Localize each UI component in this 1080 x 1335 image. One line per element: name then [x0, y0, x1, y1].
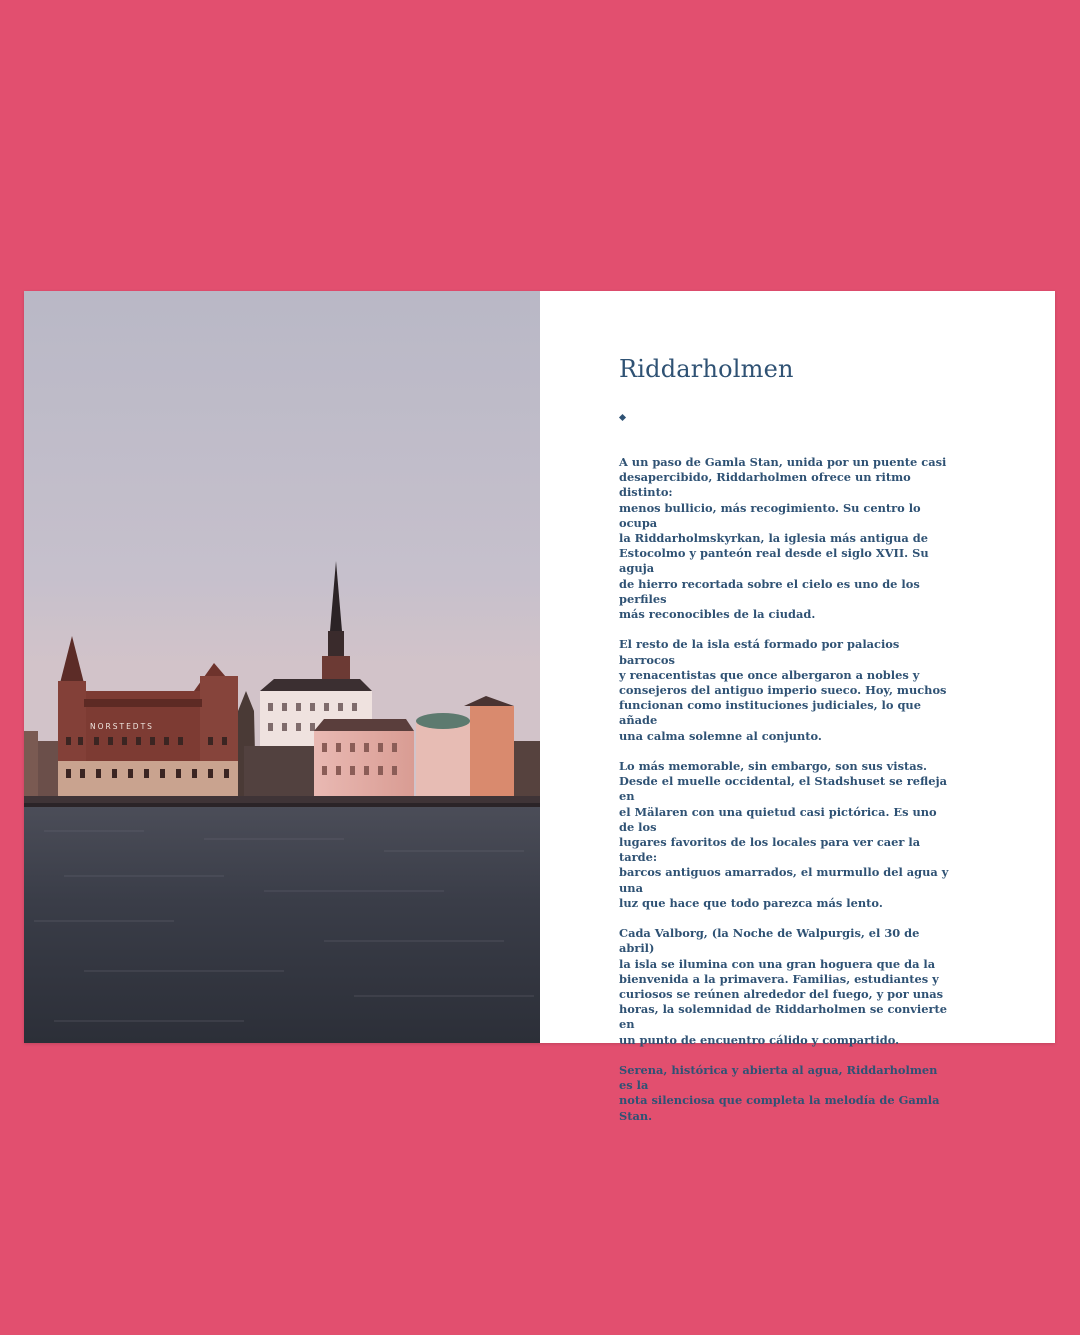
diamond-bullet-icon	[619, 414, 626, 421]
paragraph: Lo más memorable, sin embargo, son sus vistas. Desde el muelle occidental, el Stadshuset se refleja en el Mälaren con una quietud casi pictórica. Es uno de los lugares favoritos de los locales para ver caer la tarde: barcos antiguos amarrados, el murmullo del agua y una luz que hace que todo parezca más lento.	[619, 759, 949, 910]
paragraph: Cada Valborg, (la Noche de Walpurgis, el 30 de abril) la isla se ilumina con una gran hoguera que da la bienvenida a la primavera. Familias, estudiantes y curiosos se reúnen alrededor del fuego, y por unas horas, la solemnidad de Riddarholmen se convierte en un punto de encuentro cálido y compartido.	[619, 926, 947, 1047]
photo-page	[24, 291, 540, 1043]
paragraph: A un paso de Gamla Stan, unida por un puente casi desapercibido, Riddarholmen ofrece un ritmo distinto: menos bullicio, más recogimiento. Su centro lo ocupa la Riddarholmskyrkan, la iglesia más antigua de Estocolmo y panteón real desde el siglo XVII. Su aguja de hierro recortada sobre el cielo es uno de los perfiles más reconocibles de la ciudad.	[619, 455, 947, 622]
article-body	[619, 455, 951, 1139]
page-title: Riddarholmen	[619, 355, 794, 383]
riddarholmen-photo	[24, 291, 540, 1043]
paragraph: El resto de la isla está formado por palacios barrocos y renacentistas que once albergaron a nobles y consejeros del antiguo imperio sueco. Hoy, muchos funcionan como instituciones judiciales, lo que añade una calma solemne al conjunto.	[619, 637, 947, 743]
text-page	[540, 291, 1055, 1123]
norstedts-sign: NORSTEDTS	[90, 722, 154, 731]
paragraph: Serena, histórica y abierta al agua, Riddarholmen es la nota silenciosa que completa la melodía de Gamla Stan.	[619, 1063, 940, 1123]
book-spread	[24, 291, 1055, 1123]
